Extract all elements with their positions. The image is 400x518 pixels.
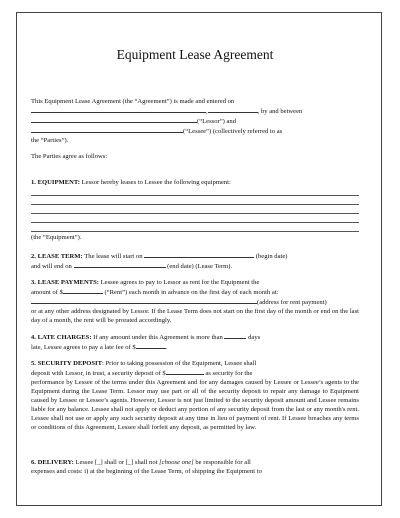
delivery-heading: 6. DELIVERY: [31, 459, 74, 466]
lessee-label: (“Lessee”) (collectively referred to as [183, 128, 283, 135]
lease-term-section: 2. LEASE TERM: The lease will start on (begin date) and will end on (end date) (Lease Term). [31, 253, 288, 270]
lease-payments-section: 3. LEASE PAYMENTS: Lessee agrees to pay to Lessor as rent for the Equipment the amount of $ (“Rent”) each month in advance on the first day of each month at: (address for rent payment) or at any other address designated by Lessor. If the Lease Term does not start on the first day of the month or end on the last day of a month, the rent will be prorated accordingly. [31, 279, 359, 324]
equipment-section [31, 178, 359, 242]
late-days-blank[interactable] [224, 332, 246, 339]
rent-address-label: (address for rent payment) [257, 299, 327, 306]
intro-line-1: This Equipment Lease Agreement (the “Agreement”) is made and entered on [31, 98, 235, 105]
late-charges-heading: 4. LATE CHARGES: [31, 334, 92, 341]
equipment-line-1[interactable] [31, 187, 359, 196]
equipment-heading: 1. EQUIPMENT: [31, 179, 80, 186]
late-fee-blank[interactable] [136, 342, 166, 349]
agree-line: The Parties agree as follows: [31, 153, 108, 160]
intro-by-between: , by and between [257, 108, 303, 115]
security-deposit-section: 5. SECURITY DEPOSIT: Prior to taking possession of the Equipment, Lessee shall deposit with Lessor, in trust, a security deposit of $ as security for the performance by Lessee of the terms under this Agreement and for any damages caused by Lessee or Lessee’s agents to the Equipment during the Lease Term. Lessor may use part or all of the security deposit to repair any damage to Equipment caused by Lessee or Lessee’s agents. However, Lessor is not just limited to the security deposit amount and Lessee remains liable for any balance. Lessee shall not apply or deduct any portion of any security deposit from the last or any month's rent. Lessee shall not use or apply any such security deposit at any time in lieu of payment of rent. If Lessee breaches any terms or conditions of this Agreement, Lessee shall forfeit any deposit, as permitted by law. [31, 360, 359, 431]
lessee-name-blank[interactable] [31, 126, 183, 133]
lease-payments-heading: 3. LEASE PAYMENTS: [31, 279, 99, 286]
choose-one-note: [choose one] [157, 459, 196, 466]
equipment-footer: (the “Equipment”). [31, 234, 82, 241]
begin-date-label: (begin date) [255, 253, 288, 260]
lessor-label: (“Lessor”) and [197, 118, 236, 125]
equipment-line-5[interactable] [31, 223, 359, 232]
date-blank[interactable] [31, 106, 206, 113]
document-page [16, 12, 382, 506]
late-charges-section: 4. LATE CHARGES: If any amount under this Agreement is more than days late, Lessee agrees to pay a late fee of $ . [31, 334, 261, 351]
parties-label: the “Parties”). [31, 137, 69, 144]
equipment-line-3[interactable] [31, 205, 359, 214]
intro-section: This Equipment Lease Agreement (the “Agreement”) is made and entered on , , by and between (“Lessor”) and (“Lessee”) (collectively referred to as the “Parties”). [31, 98, 303, 144]
lessor-name-blank[interactable] [31, 116, 197, 123]
equipment-text: Lessor hereby leases to Lessee the following equipment: [79, 179, 231, 186]
begin-date-blank[interactable] [144, 251, 254, 258]
rent-amount-blank[interactable] [63, 287, 103, 294]
equipment-line-4[interactable] [31, 214, 359, 223]
document-title: Equipment Lease Agreement [116, 47, 274, 62]
rent-address-blank[interactable] [31, 297, 257, 304]
end-date-blank[interactable] [74, 261, 166, 268]
equipment-line-2[interactable] [31, 196, 359, 205]
delivery-section: 6. DELIVERY: Lessee [_] shall or [_] shall not [choose one] be responsible for all expenses and costs: i) at the beginning of the Lease Term, of shipping the Equipment to [31, 459, 262, 475]
date-blank-2[interactable] [208, 106, 258, 113]
lease-term-heading: 2. LEASE TERM: [31, 253, 83, 260]
end-date-label: (end date) (Lease Term). [167, 263, 233, 270]
lease-payments-body: or at any other address designated by Lessor. If the Lease Term does not start on the first day of the month or end on the last day of a month, the rent will be prorated accordingly. [31, 308, 359, 324]
deposit-amount-blank[interactable] [166, 368, 204, 375]
security-deposit-heading: 5. SECURITY DEPOSIT [31, 360, 103, 367]
security-deposit-body: performance by Lessee of the terms under this Agreement and for any damages caused by Lessee or Lessee’s agents to the Equipment during the Lease Term. Lessor may use part or all of the security deposit to repair any damage to Equipment caused by Lessee or Lessee’s agents. However, Lessor is not just limited to the security deposit amount and Lessee remains liable for any balance. Lessee shall not apply or deduct any portion of any security deposit from the last or any month's rent. Lessee shall not use or apply any such security deposit at any time in lieu of payment of rent. If Lessee breaches any terms or conditions of this Agreement, Lessee shall forfeit any deposit, as permitted by law. [31, 379, 359, 431]
